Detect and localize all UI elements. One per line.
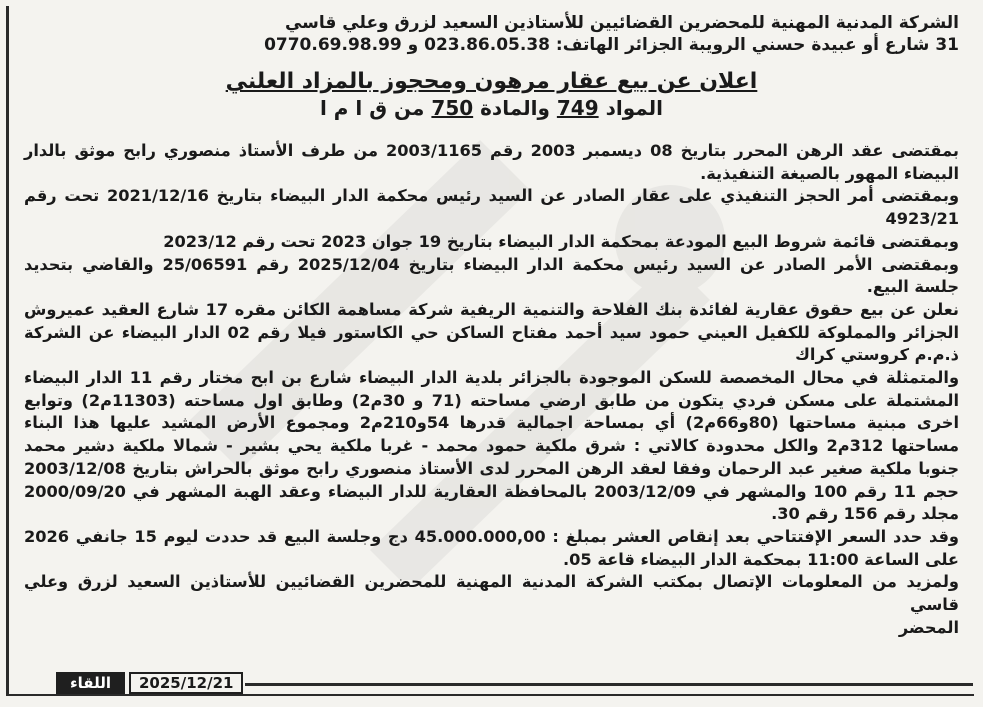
announcement-title: اعلان عن بيع عقار مرهون ومحجوز بالمزاد العلني: [225, 69, 758, 94]
footer-rule: [245, 683, 973, 686]
footer: [56, 672, 243, 694]
announcement-subtitle: [24, 96, 959, 120]
paragraph-seizure-order: وبمقتضى أمر الحجز التنفيذي على عقار الصادر عن السيد رئيس محكمة الدار البيضاء بتاريخ 2021/12/16 تحت رقم 4923/21: [24, 186, 960, 229]
paragraph-contact: ولمزيد من المعلومات الإتصال بمكتب الشركة المدنية المهنية للمحضرين القضائيين للأستاذين السعيد لزرق وعلي قاسي: [24, 572, 959, 615]
paragraph-property-description: والمتمثلة في محال المخصصة للسكن الموجودة بالجزائر بلدية الدار البيضاء شارع بن ابح مختار رقم 11 الدار البيضاء المشتملة على مسكن فردي يتكون من طابق ارضي مساحته (71 و 30م2) وطابق اول مساحته (11303م2) وتوابع اخرى مبنية مساحتها (80و66م2) أي بمساحة اجمالية قدرها 54و210م2 ومجموع الأرض المشيد عليها هذا البناء مساحتها 312م2 والكل محدودة كالاتي : شرق ملكية حمود محمد - غربا ملكية يحي بشير - شمالا ملكية دشير محمد جنوبا ملكية صغير عبد الرحمان وفقا لعقد الرهن المحرر لدى الأستاذ منصوري رابح موثق بالحراش بتاريخ 2003/12/08 حجم 11 رقم 100 والمشهر في 2003/12/09 بالمحافظة العقارية للدار البيضاء وعقد الهبة المشهر في 2000/09/20 مجلد رقم 156 رقم 30.: [24, 368, 960, 524]
paragraph-opening-price: وقد حدد السعر الإفتتاحي بعد إنقاص العشر بمبلغ : 45.000.000,00 دج وجلسة البيع قد حددت ليوم 15 جانفي 2026 على الساعة 11:00 بمحكمة الدار البيضاء قاعة 05.: [24, 526, 959, 569]
publication-date: 2025/12/21: [129, 672, 243, 694]
newspaper-name: اللقاء: [56, 672, 125, 694]
announcement-body: [24, 140, 959, 639]
subtitle-prefix: المواد: [598, 96, 664, 120]
company-address: 31 شارع أو عبيدة حسني الرويبة الجزائر الهاتف: 023.86.05.38 و 0770.69.98.99: [264, 35, 959, 55]
paragraph-sale-conditions: وبمقتضى قائمة شروط البيع المودعة بمحكمة الدار البيضاء بتاريخ 19 جوان 2023 تحت رقم 2023/12: [163, 231, 959, 251]
article-number-2: 750: [431, 96, 474, 120]
subtitle-suffix: من ق ا م ا: [319, 96, 432, 120]
announcement: [24, 12, 959, 639]
paragraph-mortgage-deed: بمقتضى عقد الرهن المحرر بتاريخ 08 ديسمبر 2003 رقم 2003/1165 من طرف الأستاذ منصوري رابح موثق بالدار البيضاء المهور بالصيغة التنفيذية.: [24, 141, 960, 183]
paragraph-sale-notice: نعلن عن بيع حقوق عقارية لفائدة بنك الفلاحة والتنمية الريفية شركة مساهمة الكائن مقره 17 شارع العقيد عميروش الجزائر والمملوكة للكفيل العيني حمود سيد أحمد مفتاح الساكن حي الكاستور فيلا رقم 02 الدار البيضاء عن الشركة ذ.م.م كروستي كراك: [24, 299, 960, 365]
article-number-1: 749: [556, 96, 599, 120]
company-name: الشركة المدنية المهنية للمحضرين القضائيين للأستاذين السعيد لزرق وعلي قاسي: [284, 13, 959, 33]
title-block: [24, 68, 959, 120]
signature-bailiff: المحضر: [898, 617, 959, 637]
subtitle-middle: والمادة: [473, 96, 557, 120]
paragraph-hearing-order: وبمقتضى الأمر الصادر عن السيد رئيس محكمة الدار البيضاء بتاريخ 2025/12/04 رقم 25/06591 والقاضي بتحديد جلسة البيع.: [24, 254, 959, 297]
